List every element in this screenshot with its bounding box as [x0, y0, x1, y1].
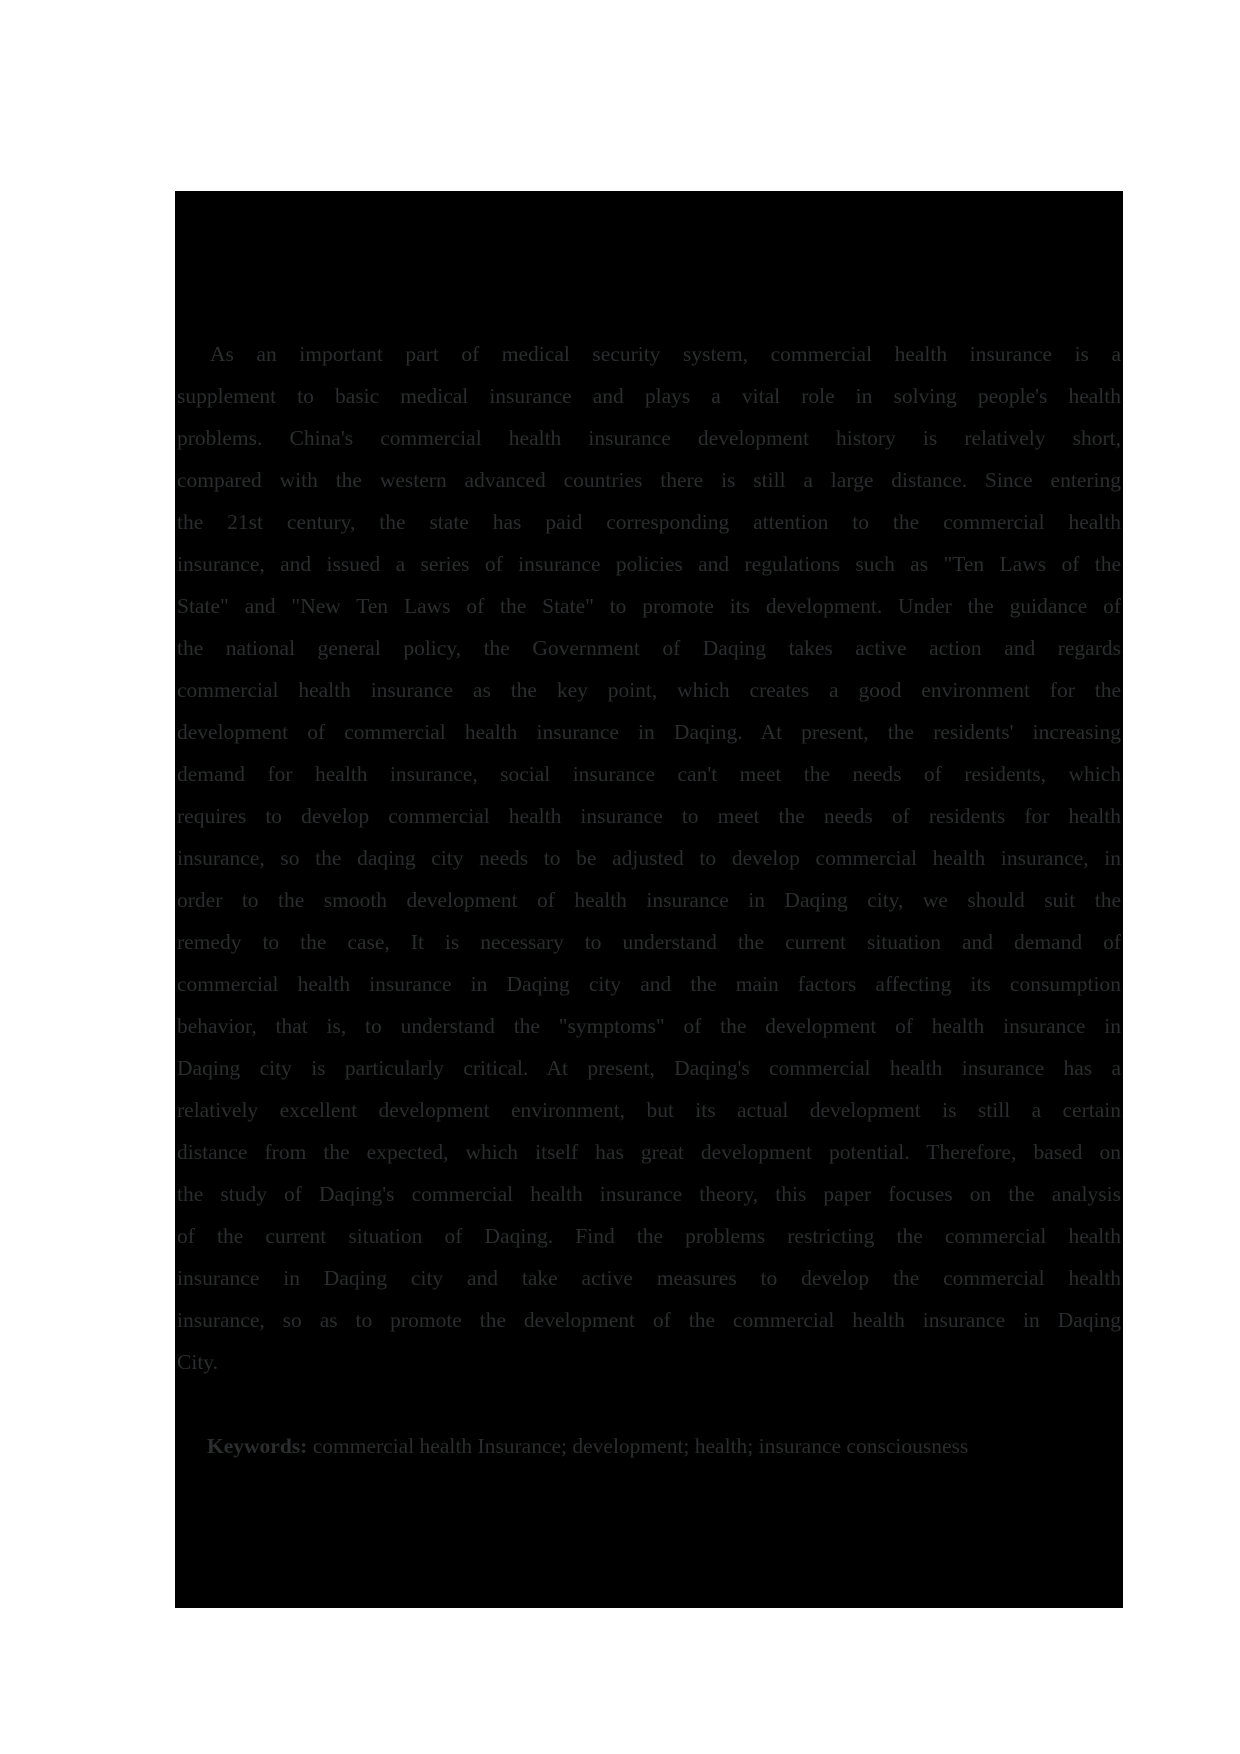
paragraph-line: relatively excellent development environment, but its actual development is still a certain — [177, 1098, 1121, 1122]
paragraph-line: commercial health insurance in Daqing city and the main factors affecting its consumption — [177, 972, 1121, 996]
paragraph-line: distance from the expected, which itself has great development potential. Therefore, based on — [177, 1140, 1121, 1164]
paragraph-line: insurance, and issued a series of insurance policies and regulations such as "Ten Laws of the — [177, 552, 1121, 576]
paragraph-line: supplement to basic medical insurance and plays a vital role in solving people's health — [177, 384, 1121, 408]
paragraph-line: insurance, so as to promote the development of the commercial health insurance in Daqing — [177, 1308, 1121, 1332]
keywords-label: Keywords: — [207, 1434, 308, 1458]
paragraph-line: the 21st century, the state has paid corresponding attention to the commercial health — [177, 510, 1121, 534]
paragraph-line: commercial health insurance as the key point, which creates a good environment for the — [177, 678, 1121, 702]
abstract-paragraph — [177, 333, 1121, 1383]
paragraph-line: City. — [177, 1350, 219, 1374]
paragraph-line: remedy to the case, It is necessary to understand the current situation and demand of — [177, 930, 1121, 954]
paragraph-line: demand for health insurance, social insurance can't meet the needs of residents, which — [177, 762, 1121, 786]
paragraph-line: the national general policy, the Government of Daqing takes active action and regards — [177, 636, 1121, 660]
abstract-content-box — [175, 191, 1123, 1608]
paragraph-line: behavior, that is, to understand the "symptoms" of the development of health insurance in — [177, 1014, 1121, 1038]
paragraph-line: problems. China's commercial health insurance development history is relatively short, — [177, 426, 1121, 450]
paragraph-line: development of commercial health insurance in Daqing. At present, the residents' increasing — [177, 720, 1121, 744]
paragraph-line: State" and "New Ten Laws of the State" to promote its development. Under the guidance of — [177, 594, 1121, 618]
paragraph-line: order to the smooth development of health insurance in Daqing city, we should suit the — [177, 888, 1121, 912]
paragraph-line: Daqing city is particularly critical. At present, Daqing's commercial health insurance has a — [177, 1056, 1121, 1080]
keywords-text: commercial health Insurance; development; health; insurance consciousness — [307, 1434, 969, 1458]
paragraph-line: insurance in Daqing city and take active measures to develop the commercial health — [177, 1266, 1121, 1290]
paragraph-line: insurance, so the daqing city needs to be adjusted to develop commercial health insurance, in — [177, 846, 1121, 870]
paragraph-line: of the current situation of Daqing. Find the problems restricting the commercial health — [177, 1224, 1121, 1248]
paragraph-line: requires to develop commercial health insurance to meet the needs of residents for health — [177, 804, 1121, 828]
paragraph-line: compared with the western advanced countries there is still a large distance. Since entering — [177, 468, 1121, 492]
paragraph-line: As an important part of medical security system, commercial health insurance is a — [210, 342, 1121, 366]
paragraph-line: the study of Daqing's commercial health insurance theory, this paper focuses on the analysis — [177, 1182, 1121, 1206]
keywords-line — [177, 1425, 1121, 1467]
